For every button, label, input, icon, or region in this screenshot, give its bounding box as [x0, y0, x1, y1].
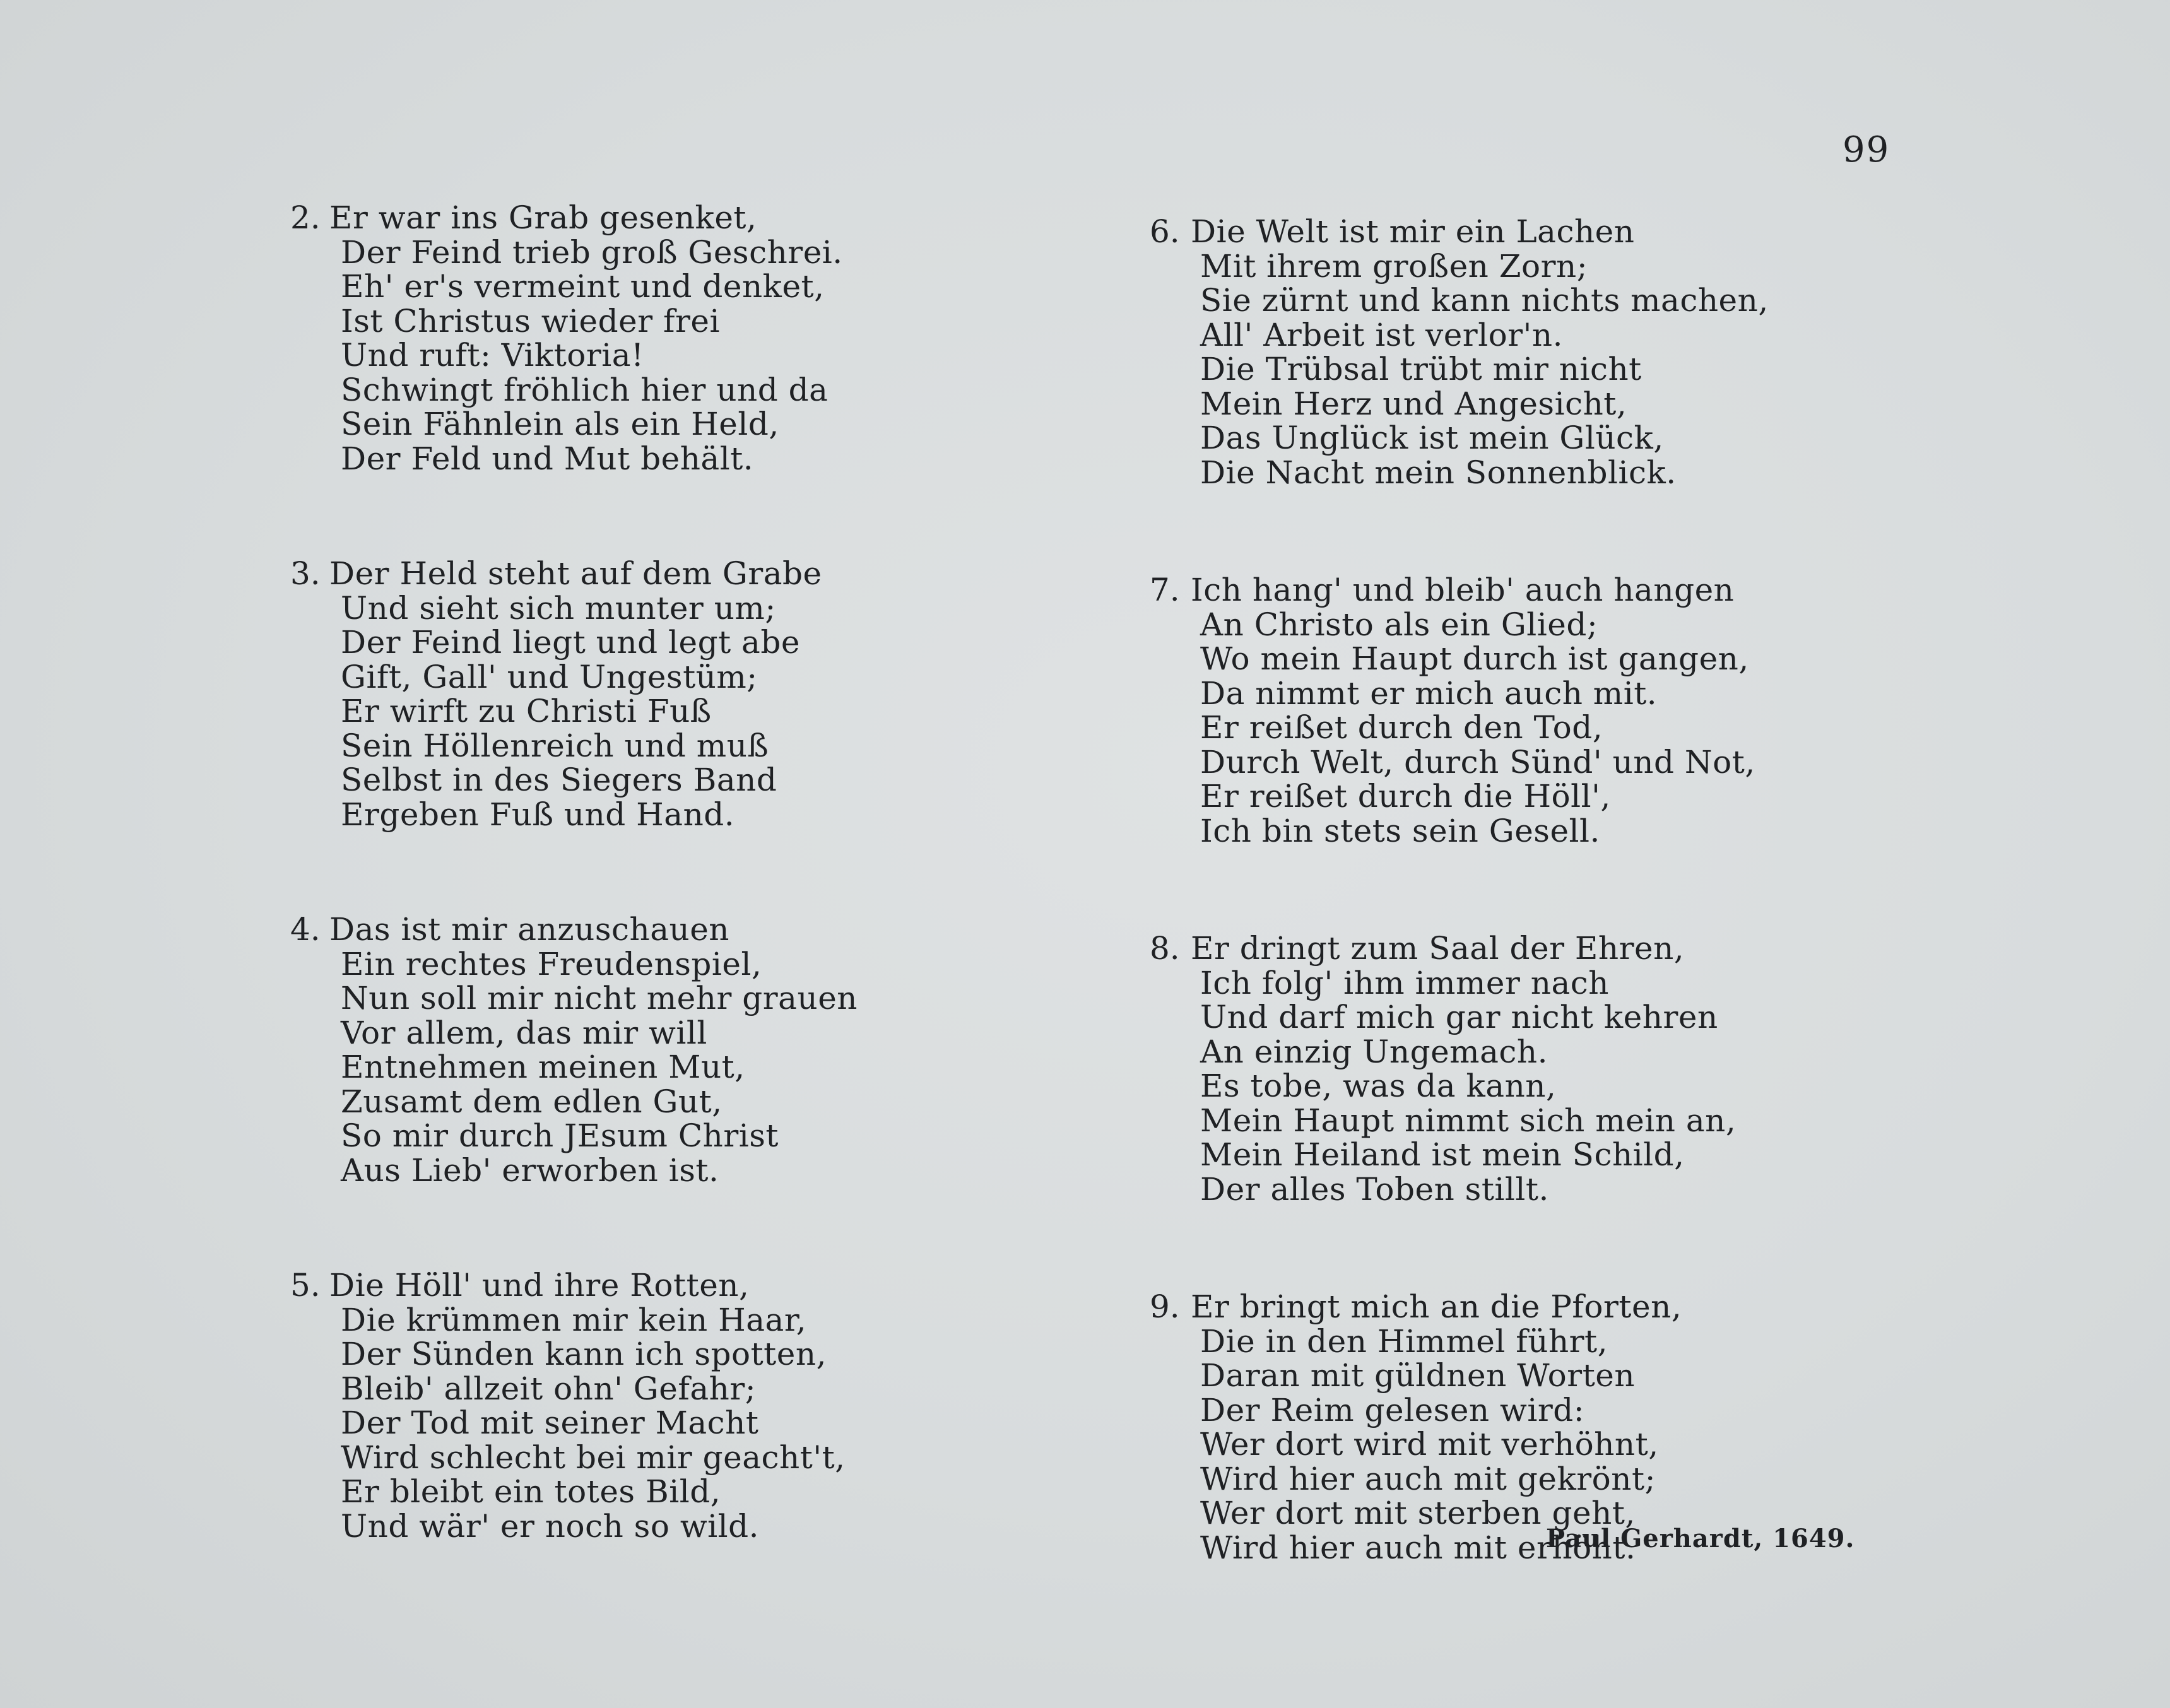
verse-line: Schwingt fröhlich hier und da — [341, 371, 828, 408]
stanza-4 — [290, 912, 921, 1187]
verse-line: Der Feld und Mut behält. — [341, 440, 754, 477]
verse-line: Sein Höllenreich und muß — [341, 727, 769, 764]
verse-line: Bleib' allzeit ohn' Gefahr; — [341, 1370, 757, 1407]
verse-line: Sein Fähnlein als ein Held, — [341, 406, 779, 442]
verse-line: Das ist mir anzuschauen — [329, 911, 730, 948]
verse-line: Gift, Gall' und Ungestüm; — [341, 658, 758, 695]
verse-line: Es tobe, was da kann, — [1200, 1068, 1557, 1104]
verse-line: Zusamt dem edlen Gut, — [341, 1083, 722, 1120]
verse-line: Mein Heiland ist mein Schild, — [1200, 1136, 1685, 1173]
verse-line: Vor allem, das mir will — [341, 1014, 707, 1051]
verse-line: Ich hang' und bleib' auch hangen — [1191, 572, 1735, 608]
stanza-8 — [1150, 931, 1781, 1206]
stanza-5 — [290, 1268, 921, 1543]
verse-line: Der Held steht auf dem Grabe — [329, 555, 822, 592]
verse-line: Er reißet durch die Höll', — [1200, 778, 1611, 815]
verse-line: Durch Welt, durch Sünd' und Not, — [1200, 743, 1755, 780]
stanza-number: 3. — [290, 555, 321, 592]
left-column — [290, 201, 921, 1624]
verse-line: All' Arbeit ist verlor'n. — [1200, 316, 1564, 353]
verse-line: Nun soll mir nicht mehr grauen — [341, 980, 858, 1016]
verse-line: Er reißet durch den Tod, — [1200, 709, 1603, 746]
verse-line: Der Feind trieb groß Geschrei. — [341, 233, 843, 271]
stanza-number: 9. — [1150, 1288, 1180, 1325]
verse-line: Er war ins Grab gesenket, — [329, 199, 757, 236]
verse-line: Wo mein Haupt durch ist gangen, — [1200, 640, 1749, 677]
stanza-number: 7. — [1150, 572, 1180, 608]
verse-line: Entnehmen meinen Mut, — [341, 1049, 745, 1085]
verse-line: Er bringt mich an die Pforten, — [1191, 1288, 1682, 1325]
stanza-number: 6. — [1150, 213, 1180, 250]
verse-line: Der Tod mit seiner Macht — [341, 1405, 759, 1441]
verse-line: Wird schlecht bei mir geacht't, — [341, 1439, 846, 1476]
verse-line: Die in den Himmel führt, — [1200, 1322, 1608, 1360]
verse-line: Der Sünden kann ich spotten, — [341, 1336, 827, 1372]
verse-line: Da nimmt er mich auch mit. — [1200, 674, 1658, 712]
verse-line: Der Feind liegt und legt abe — [341, 624, 800, 661]
verse-line: So mir durch JEsum Christ — [341, 1117, 779, 1154]
verse-line: Eh' er's vermeint und denket, — [341, 268, 825, 305]
stanza-number: 5. — [290, 1267, 321, 1304]
verse-line: Der alles Toben stillt. — [1200, 1170, 1549, 1208]
verse-line: Wird hier auch mit erhöht. — [1200, 1529, 1636, 1566]
verse-line: Die Welt ist mir ein Lachen — [1191, 213, 1635, 250]
stanza-number: 2. — [290, 199, 321, 236]
verse-line: Sie zürnt und kann nichts machen, — [1200, 282, 1769, 319]
verse-line: Er wirft zu Christi Fuß — [341, 693, 712, 729]
verse-line: An einzig Ungemach. — [1200, 1033, 1548, 1070]
stanza-7 — [1150, 573, 1781, 848]
verse-line: Die Trübsal trübt mir nicht — [1200, 351, 1642, 387]
verse-line: Wer dort wird mit verhöhnt, — [1200, 1426, 1659, 1463]
verse-line: Daran mit güldnen Worten — [1200, 1357, 1636, 1394]
verse-line: Mit ihrem großen Zorn; — [1200, 247, 1588, 285]
verse-line: Selbst in des Siegers Band — [341, 762, 777, 798]
verse-line: Mein Herz und Angesicht, — [1200, 385, 1627, 422]
verse-line: Ein rechtes Freudenspiel, — [341, 945, 762, 982]
verse-line: Und sieht sich munter um; — [341, 589, 776, 627]
verse-line: Die Höll' und ihre Rotten, — [329, 1267, 750, 1304]
verse-line: Aus Lieb' erworben ist. — [341, 1151, 719, 1189]
verse-line: Wird hier auch mit gekrönt; — [1200, 1460, 1656, 1497]
verse-line: Ich folg' ihm immer nach — [1200, 964, 1610, 1001]
stanza-2 — [290, 201, 921, 476]
verse-line: Und ruft: Viktoria! — [341, 337, 644, 374]
page-number: 99 — [1843, 129, 1890, 170]
verse-line: Die krümmen mir kein Haar, — [341, 1301, 807, 1338]
stanza-number: 8. — [1150, 930, 1180, 967]
verse-line: Und wär' er noch so wild. — [341, 1507, 760, 1545]
verse-line: Er bleibt ein totes Bild, — [341, 1473, 721, 1510]
author-attribution: Paul Gerhardt, 1649. — [1546, 1524, 1855, 1553]
stanza-6 — [1150, 215, 1781, 490]
verse-line: Er dringt zum Saal der Ehren, — [1191, 930, 1685, 967]
verse-line: Mein Haupt nimmt sich mein an, — [1200, 1102, 1737, 1139]
verse-line: Das Unglück ist mein Glück, — [1200, 420, 1664, 456]
stanza-number: 4. — [290, 911, 321, 948]
stanza-3 — [290, 557, 921, 832]
verse-line: Der Reim gelesen wird: — [1200, 1391, 1585, 1428]
verse-line: Ergeben Fuß und Hand. — [341, 796, 735, 833]
verse-line: Ist Christus wieder frei — [341, 302, 721, 339]
verse-line: Ich bin stets sein Gesell. — [1200, 812, 1600, 849]
verse-line: Die Nacht mein Sonnenblick. — [1200, 454, 1677, 491]
verse-line: Und darf mich gar nicht kehren — [1200, 999, 1718, 1035]
verse-line: Wer dort mit sterben geht, — [1200, 1495, 1636, 1531]
right-column — [1150, 215, 1781, 1648]
verse-line: An Christo als ein Glied; — [1200, 606, 1598, 643]
